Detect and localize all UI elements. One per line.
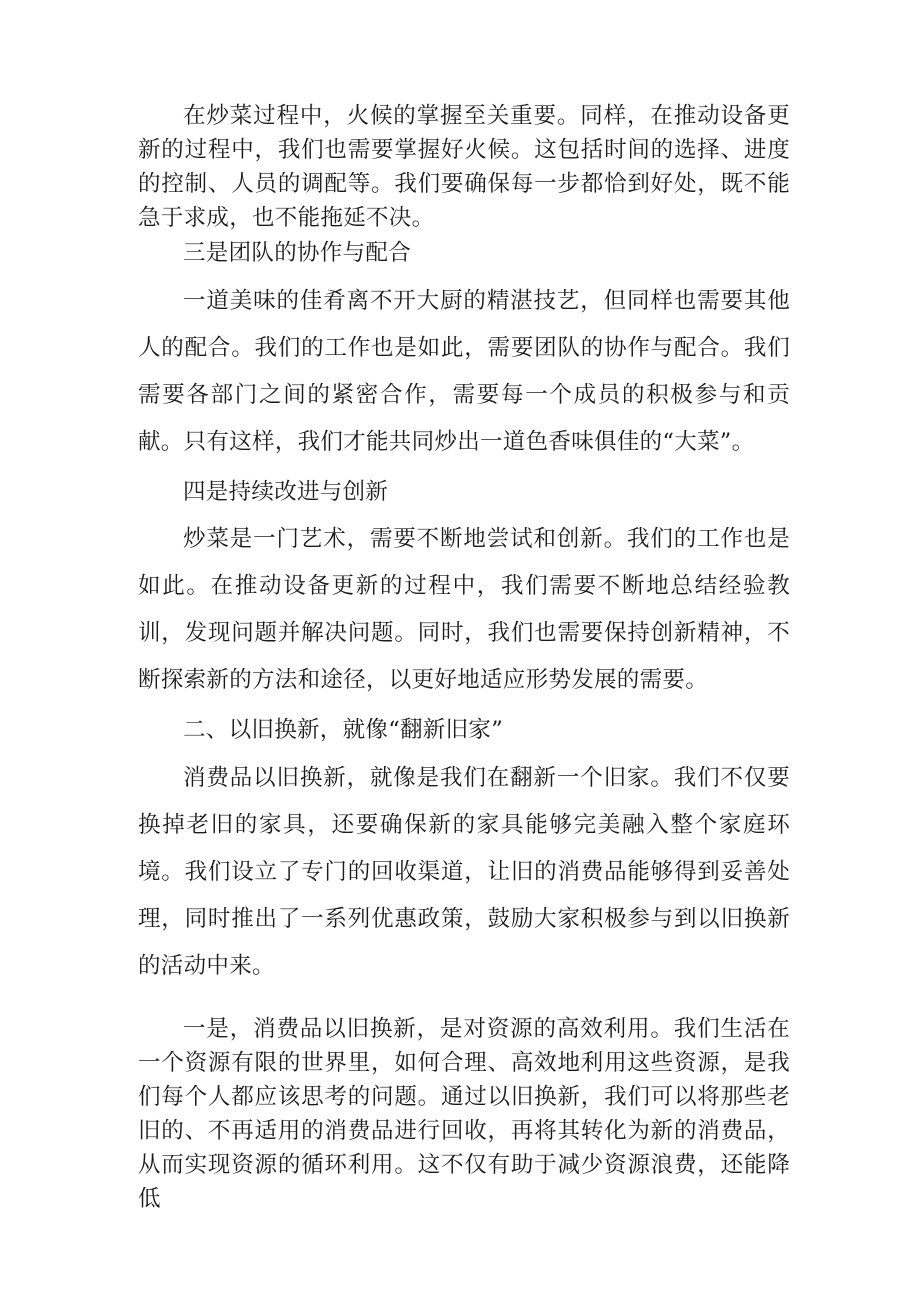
heading-teamwork: 三是团队的协作与配合 (183, 240, 412, 266)
heading-improvement: 四是持续改进与创新 (183, 479, 389, 505)
paragraph-trade-in: 消费品以旧换新，就像是我们在翻新一个旧家。我们不仅要换掉老旧的家具，还要确保新的家具能够完美融入整个家庭环境。我们设立了专门的回收渠道，让旧的消费品能够得到妥善处理，同时推出了一系列优惠政策，鼓励大家积极参与到以旧换新的活动中来。 (138, 765, 790, 979)
paragraph-teamwork: 一道美味的佳肴离不开大厨的精湛技艺，但同样也需要其他人的配合。我们的工作也是如此，需要团队的协作与配合。我们需要各部门之间的紧密合作，需要每一个成员的积极参与和贡献。只有这样，我们才能共同炒出一道色香味俱佳的“大菜”。 (138, 288, 790, 455)
paragraph-improvement: 炒菜是一门艺术，需要不断地尝试和创新。我们的工作也是如此。在推动设备更新的过程中，我们需要不断地总结经验教训，发现问题并解决问题。同时，我们也需要保持创新精神，不断探索新的方法和途径，以更好地适应形势发展的需要。 (138, 526, 790, 693)
paragraph-resource-use: 一是，消费品以旧换新，是对资源的高效利用。我们生活在一个资源有限的世界里，如何合理、高效地利用这些资源，是我们每个人都应该思考的问题。通过以旧换新，我们可以将那些老旧的、不再适用的消费品进行回收，再将其转化为新的消费品，从而实现资源的循环利用。这不仅有助于减少资源浪费，还能降低 (138, 1016, 790, 1212)
section-heading-trade-in: 二、以旧换新，就像“翻新旧家” (183, 717, 504, 743)
paragraph-heat-control: 在炒菜过程中，火候的掌握至关重要。同样，在推动设备更新的过程中，我们也需要掌握好火候。这包括时间的选择、进度的控制、人员的调配等。我们要确保每一步都恰到好处，既不能急于求成，也不能拖延不决。 (138, 103, 790, 231)
